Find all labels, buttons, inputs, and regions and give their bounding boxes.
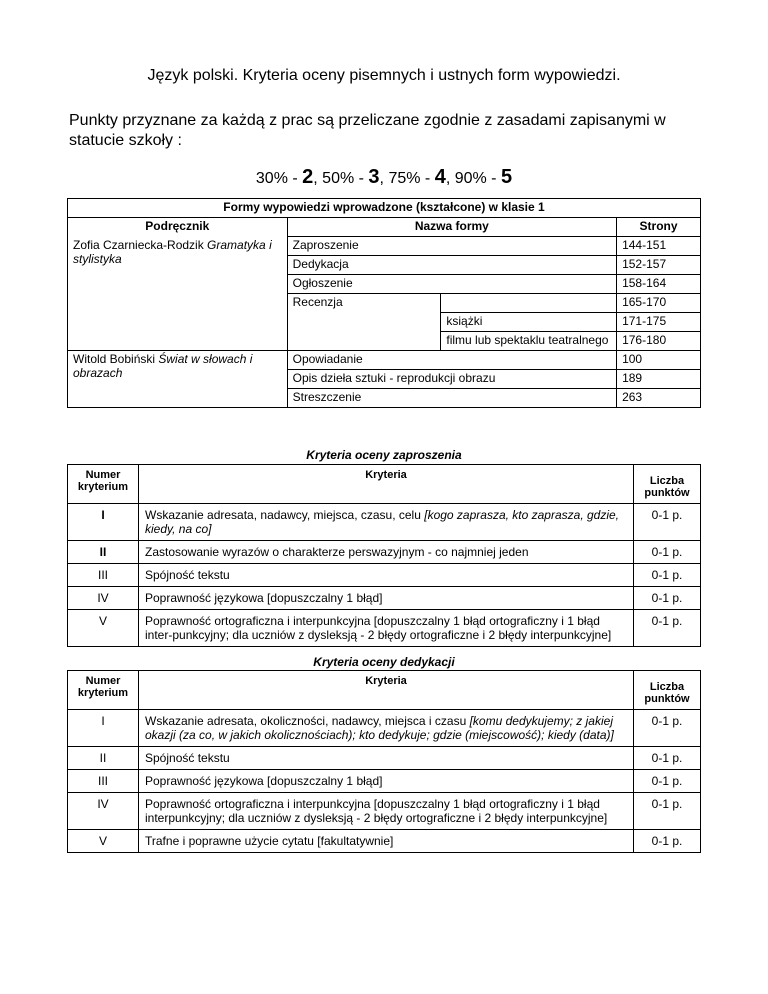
header-criterion-number: Numer kryterium xyxy=(68,465,139,504)
grade-threshold: 30% - xyxy=(255,170,303,187)
header-pages: Strony xyxy=(617,218,701,237)
header-criteria: Kryteria xyxy=(139,465,634,504)
criterion-text xyxy=(139,504,634,541)
criterion-number: IV xyxy=(68,587,139,610)
form-pages: 144-151 xyxy=(617,237,701,256)
criterion-text: Poprawność ortograficzna i interpunkcyjna [dopuszczalny 1 błąd ortograficzny i 1 błąd inter-punkcyjny; dla uczniów z dysleksją - 2 błędy ortograficzne i 2 błędy interpunkcyjne] xyxy=(139,610,634,647)
table-row xyxy=(68,504,701,541)
header-criteria: Kryteria xyxy=(139,671,634,710)
forms-table xyxy=(67,198,701,408)
criterion-points: 0-1 p. xyxy=(634,747,701,770)
criterion-points: 0-1 p. xyxy=(634,541,701,564)
intro-paragraph: Punkty przyznane za każdą z prac są przeliczane zgodnie z zasadami zapisanymi w statucie szkoły : xyxy=(69,112,666,149)
criterion-number: III xyxy=(68,770,139,793)
form-name: Ogłoszenie xyxy=(287,275,616,294)
grade-threshold: , 75% - xyxy=(379,170,435,187)
table-row xyxy=(68,587,701,610)
criterion-text: Poprawność językowa [dopuszczalny 1 błąd] xyxy=(139,587,634,610)
header-form-name: Nazwa formy xyxy=(287,218,616,237)
form-pages: 171-175 xyxy=(617,313,701,332)
grade-value: 3 xyxy=(368,166,380,188)
dedication-criteria-table xyxy=(67,670,701,853)
grade-threshold: , 90% - xyxy=(445,170,501,187)
dedication-criteria-caption: Kryteria oceny dedykacji xyxy=(313,655,455,669)
invitation-criteria-table xyxy=(67,464,701,647)
table-row xyxy=(68,793,701,830)
table-row xyxy=(68,770,701,793)
form-pages: 263 xyxy=(617,389,701,408)
criterion-text: Poprawność językowa [dopuszczalny 1 błąd] xyxy=(139,770,634,793)
criterion-text: Spójność tekstu xyxy=(139,747,634,770)
criterion-points: 0-1 p. xyxy=(634,564,701,587)
criterion-points: 0-1 p. xyxy=(634,770,701,793)
textbook-cell xyxy=(68,351,288,408)
form-subtype-spacer xyxy=(441,294,617,313)
book-author: Witold Bobiński xyxy=(73,352,159,366)
header-points: Liczba punktów xyxy=(634,671,701,710)
criterion-main-text: Wskazanie adresata, nadawcy, miejsca, czasu, celu xyxy=(145,508,425,522)
form-pages: 165-170 xyxy=(617,294,701,313)
criterion-text: Zastosowanie wyrazów o charakterze perswazyjnym - co najmniej jeden xyxy=(139,541,634,564)
form-pages: 100 xyxy=(617,351,701,370)
grade-value: 5 xyxy=(500,166,513,188)
textbook-cell xyxy=(68,237,288,351)
criterion-note: [komu dedykujemy; z jakiej okazji (za co, w jakich okolicznościach); kto dedykuje; gdzie (miejscowość); kiedy (data)] xyxy=(145,714,614,742)
criterion-number: V xyxy=(68,830,139,853)
criterion-points: 0-1 p. xyxy=(634,587,701,610)
form-name: Zaproszenie xyxy=(287,237,616,256)
criterion-points: 0-1 p. xyxy=(634,610,701,647)
criterion-text xyxy=(139,710,634,747)
criterion-points: 0-1 p. xyxy=(634,830,701,853)
table-row xyxy=(68,610,701,647)
criterion-number: II xyxy=(68,541,139,564)
criterion-number: IV xyxy=(68,793,139,830)
book-title: Gramatyka i stylistyka xyxy=(73,237,272,266)
criterion-number: II xyxy=(68,747,139,770)
form-name: Opis dzieła sztuki - reprodukcji obrazu xyxy=(287,370,616,389)
form-pages: 158-164 xyxy=(617,275,701,294)
forms-table-title: Formy wypowiedzi wprowadzone (kształcone) w klasie 1 xyxy=(68,199,701,218)
criterion-number: I xyxy=(68,504,139,541)
header-criterion-number: Numer kryterium xyxy=(68,671,139,710)
table-row xyxy=(68,541,701,564)
criterion-points: 0-1 p. xyxy=(634,710,701,747)
grade-value: 2 xyxy=(302,166,314,188)
book-title: Świat w słowach i obrazach xyxy=(73,352,253,380)
header-points: Liczba punktów xyxy=(634,465,701,504)
page-title: Język polski. Kryteria oceny pisemnych i ustnych form wypowiedzi. xyxy=(147,67,621,84)
form-subtype: filmu lub spektaklu teatralnego xyxy=(441,332,617,351)
table-row xyxy=(68,564,701,587)
criterion-number: I xyxy=(68,710,139,747)
criterion-note: [kogo zaprasza, kto zaprasza, gdzie, kiedy, na co] xyxy=(145,508,620,536)
grading-scale xyxy=(0,166,768,189)
form-name: Dedykacja xyxy=(287,256,616,275)
form-subtype: książki xyxy=(441,313,617,332)
grade-threshold: , 50% - xyxy=(313,170,369,187)
form-name: Recenzja xyxy=(287,294,441,351)
criterion-main-text: Wskazanie adresata, okoliczności, nadawcy, miejsca i czasu xyxy=(145,714,470,728)
form-pages: 176-180 xyxy=(617,332,701,351)
criterion-text: Spójność tekstu xyxy=(139,564,634,587)
table-row xyxy=(68,710,701,747)
criterion-text: Poprawność ortograficzna i interpunkcyjna [dopuszczalny 1 błąd ortograficzny i 1 błąd interpunkcyjny; dla uczniów z dysleksją - 2 błędy ortograficzne i 2 błędy interpunkcyjne] xyxy=(139,793,634,830)
criterion-number: V xyxy=(68,610,139,647)
grade-value: 4 xyxy=(434,166,446,188)
invitation-criteria-caption: Kryteria oceny zaproszenia xyxy=(306,448,462,462)
form-name: Opowiadanie xyxy=(287,351,616,370)
form-pages: 189 xyxy=(617,370,701,389)
criterion-points: 0-1 p. xyxy=(634,504,701,541)
criterion-points: 0-1 p. xyxy=(634,793,701,830)
criterion-text: Trafne i poprawne użycie cytatu [fakultatywnie] xyxy=(139,830,634,853)
header-textbook: Podręcznik xyxy=(68,218,288,237)
form-name: Streszczenie xyxy=(287,389,616,408)
form-pages: 152-157 xyxy=(617,256,701,275)
table-row xyxy=(68,830,701,853)
book-author: Zofia Czarniecka-Rodzik xyxy=(73,237,208,252)
criterion-number: III xyxy=(68,564,139,587)
table-row xyxy=(68,747,701,770)
